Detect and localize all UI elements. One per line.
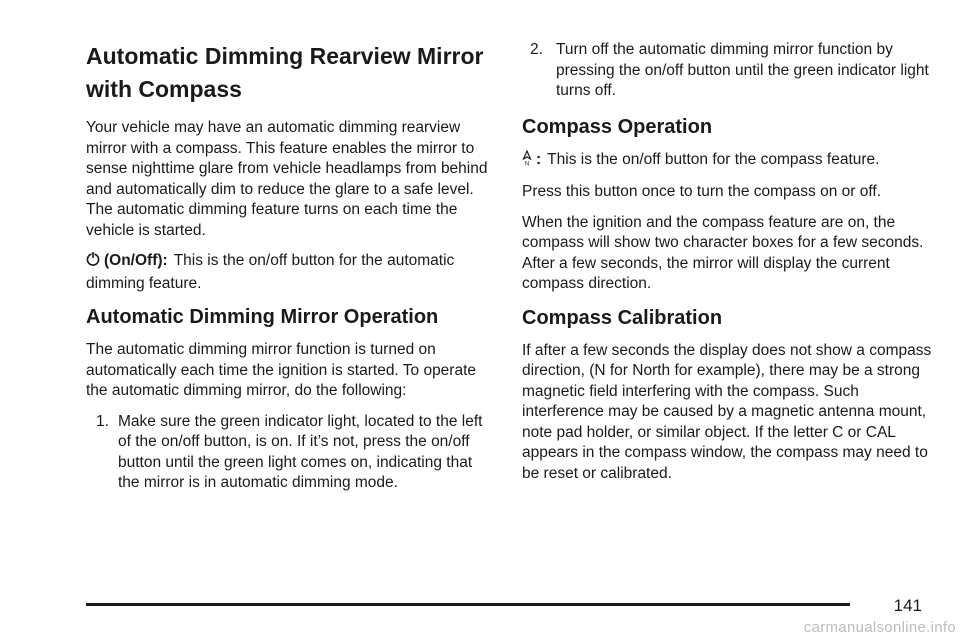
list-item bbox=[522, 40, 942, 102]
onoff-text: This is the on/off button for the automatic dimming feature. bbox=[86, 252, 455, 292]
power-icon bbox=[86, 251, 100, 274]
operation-paragraph: The automatic dimming mirror function is turned on automatically each time the ignition is started. To operate the automatic dimming mirror, do the following: bbox=[86, 341, 477, 399]
step-number: 1. bbox=[96, 412, 109, 430]
step-text: Turn off the automatic dimming mirror function by pressing the on/off button until the green indicator light turns off. bbox=[556, 41, 929, 99]
footer-rule bbox=[86, 603, 850, 606]
list-item bbox=[86, 412, 496, 494]
page-number: 141 bbox=[893, 596, 922, 615]
press-paragraph: Press this button once to turn the compass on or off. bbox=[522, 183, 881, 200]
step-text: Make sure the green indicator light, located to the left of the on/off button, is on. If it’s not, press the on/off button until the green light comes on, indicating that the mirror is in automatic dimming mode. bbox=[118, 412, 483, 491]
watermark: carmanualsonline.info bbox=[803, 619, 956, 636]
onoff-label: (On/Off): bbox=[104, 252, 168, 269]
compass-text: This is the on/off button for the compass feature. bbox=[547, 150, 880, 168]
compass-calibration-heading: Compass Calibration bbox=[522, 306, 723, 329]
ignition-paragraph: When the ignition and the compass feature are on, the compass will show two character boxes for a few seconds. After a few seconds, the mirror will display the current compass direction. bbox=[522, 213, 924, 292]
operation-heading: Automatic Dimming Mirror Operation bbox=[86, 306, 439, 328]
left-column bbox=[86, 40, 496, 506]
right-column bbox=[522, 40, 942, 494]
svg-text:N: N bbox=[524, 161, 530, 166]
compass-icon bbox=[522, 150, 532, 173]
intro-paragraph: Your vehicle may have an automatic dimming rearview mirror with a compass. This feature enables the mirror to sense nighttime glare from vehicle headlamps from behind and automatically dim to reduce the glare to a safe level. The automatic dimming feature turns on each time the vehicle is started. bbox=[86, 119, 488, 239]
steps-list-left bbox=[86, 412, 496, 494]
steps-list-right bbox=[522, 40, 942, 102]
calibration-paragraph: If after a few seconds the display does not show a compass direction, (N for North for example), there may be a strong magnetic field interfering with the compass. Such interference may be caused by a magnetic antenna mount, note pad holder, or similar object. If the letter C or CAL appears in the compass window, the compass may need to be reset or calibrated. bbox=[522, 341, 932, 482]
onoff-paragraph bbox=[86, 251, 496, 294]
step-number: 2. bbox=[530, 41, 543, 58]
compass-operation-heading: Compass Operation bbox=[522, 115, 713, 138]
compass-button-paragraph bbox=[522, 150, 942, 173]
compass-label: : bbox=[536, 150, 542, 168]
section-title: Automatic Dimming Rearview Mirror with Compass bbox=[86, 43, 484, 102]
